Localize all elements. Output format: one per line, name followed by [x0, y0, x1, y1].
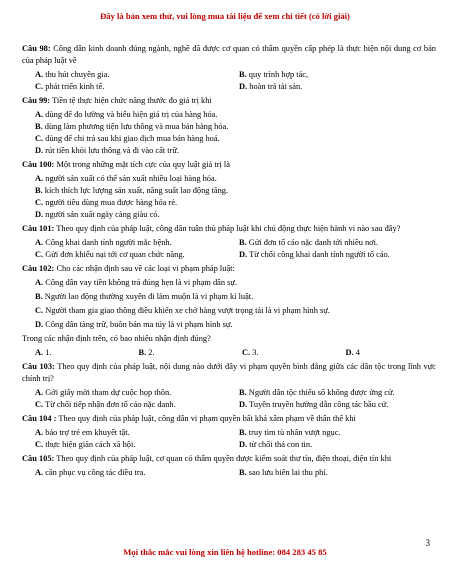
option-text: rút tiền khỏi lưu thông và đi vào cất trữ.: [43, 146, 179, 155]
option-text: thu hút chuyên gia.: [43, 70, 110, 79]
option-text: Tuyên truyền hướng dẫn công tác bầu cử.: [247, 400, 389, 409]
option-b[interactable]: [22, 121, 436, 133]
option-text: cần phục vụ công tác điều tra.: [43, 468, 146, 477]
option-text: 3.: [250, 348, 259, 357]
option-text: dùng để chi trả sau khi giao dịch mua bán hàng hoá.: [43, 134, 220, 143]
option-a[interactable]: [22, 109, 436, 121]
option-letter: C.: [35, 250, 44, 259]
option-letter: B.: [239, 388, 247, 397]
option-text: quy trình hợp tác,: [246, 70, 309, 79]
option-letter: A.: [35, 348, 44, 357]
option-letter: C.: [35, 134, 44, 143]
option-text: Gửi đơn tố cáo nặc danh tới nhiều nơi.: [246, 238, 379, 247]
options-101: [22, 237, 436, 261]
statement-text: Công dân vay tiền không trả đúng hẹn là vi phạm dân sự.: [43, 278, 238, 287]
question-label: Câu 99:: [22, 96, 51, 105]
option-letter: A.: [35, 468, 44, 477]
option-letter: C.: [35, 82, 44, 91]
option-text: hoàn trả tài sản.: [247, 82, 303, 91]
statement-letter: A.: [35, 278, 44, 287]
question-text: Theo quy định của pháp luật, cơ quan có thẩm quyền được kiểm soát thư tín, điện thoại, điện tín khi: [54, 454, 392, 463]
option-a[interactable]: [22, 467, 229, 479]
question-104: [22, 413, 436, 425]
options-105: [22, 467, 436, 479]
option-text: Gới giấy mời tham dự cuộc họp thôn.: [43, 388, 172, 397]
option-text: 4: [353, 348, 360, 357]
question-text: Một trong những mặt tích cực của quy luật giá trị là: [54, 160, 230, 169]
option-d[interactable]: [22, 145, 436, 157]
option-d[interactable]: [229, 81, 436, 93]
option-letter: D.: [239, 400, 248, 409]
option-b[interactable]: [229, 467, 436, 479]
statement-letter: C.: [35, 306, 44, 315]
question-label: Câu 100:: [22, 160, 55, 169]
option-a[interactable]: [22, 69, 229, 81]
page-number: 3: [425, 538, 430, 548]
statement-letter: D.: [35, 320, 44, 329]
option-text: thực hiện giãn cách xã hội.: [43, 440, 136, 449]
options-104: [22, 427, 436, 451]
question-label: Câu 102:: [22, 264, 55, 273]
option-text: người sản xuất ngày càng giàu có.: [43, 210, 160, 219]
option-d[interactable]: [22, 209, 436, 221]
statement-text: Người tham gia giao thông điều khiển xe chở hàng vượt trọng tải là vi phạm hình sự.: [43, 306, 330, 315]
option-b[interactable]: [229, 69, 436, 81]
option-text: Người dân tộc thiểu số không được ứng cử.: [246, 388, 395, 397]
question-text: Theo quy định của pháp luật, công dân vi phạm quyền bất khả xâm phạm về thân thể khi: [56, 414, 356, 423]
option-b[interactable]: [229, 237, 436, 249]
question-prompt: Trong các nhận định trên, có bao nhiêu nhận định đúng?: [22, 334, 211, 343]
option-letter: C.: [35, 198, 44, 207]
option-text: dùng để đo lường và biểu hiện giá trị của hàng hóa.: [43, 110, 218, 119]
preview-banner: Đây là bản xem thử, vui lòng mua tài liệu để xem chi tiết (có lời giải): [100, 11, 350, 21]
question-list: [22, 43, 436, 481]
option-a[interactable]: [22, 387, 229, 399]
option-text: sao lưu biên lai thu phí.: [246, 468, 328, 477]
question-text: Cho các nhận định sau về các loại vi phạm pháp luật:: [54, 264, 235, 273]
question-98: [22, 43, 436, 67]
question-label: Câu 104 :: [22, 414, 57, 423]
option-c[interactable]: [22, 81, 229, 93]
option-text: dùng làm phương tiện lưu thông và mua bán hàng hóa.: [42, 122, 229, 131]
option-b[interactable]: [22, 185, 436, 197]
question-label: Câu 105:: [22, 454, 55, 463]
option-c[interactable]: [22, 439, 229, 451]
option-text: Gửi đơn khiếu nại tới cơ quan chức năng.: [43, 250, 185, 259]
option-letter: B.: [239, 70, 247, 79]
options-103: [22, 387, 436, 411]
option-letter: B.: [239, 468, 247, 477]
question-103: [22, 361, 436, 385]
option-letter: B.: [239, 238, 247, 247]
option-d[interactable]: [229, 249, 436, 261]
option-c[interactable]: [22, 399, 229, 411]
option-a[interactable]: [22, 347, 126, 359]
options-102: [22, 347, 436, 359]
options-99: [22, 109, 436, 157]
statement-text: Công dân tàng trữ, buôn bán ma túy là vi phạm hình sự.: [43, 320, 233, 329]
question-100: [22, 159, 436, 171]
option-d[interactable]: [229, 439, 436, 451]
statement-d: [22, 319, 436, 331]
option-text: từ chối thả con tin.: [247, 440, 313, 449]
option-d[interactable]: [333, 347, 437, 359]
question-101: [22, 223, 436, 235]
option-text: 2.: [146, 348, 155, 357]
question-label: Câu 98:: [22, 44, 51, 53]
option-c[interactable]: [22, 133, 436, 145]
option-text: phát triển kinh tế.: [43, 82, 105, 91]
option-letter: B.: [35, 186, 43, 195]
option-d[interactable]: [229, 399, 436, 411]
statement-text: Người lao động thường xuyên đi làm muộn là vi phạm kỉ luật.: [42, 292, 254, 301]
option-letter: D.: [239, 440, 248, 449]
hotline-footer: Mọi thắc mắc vui lòng xin liên hệ hotline: 084 283 45 85: [123, 547, 327, 557]
option-letter: C.: [35, 440, 44, 449]
option-text: người tiêu dùng mua được hàng hóa rẻ.: [43, 198, 178, 207]
question-text: Theo quy định của pháp luật, công dân tuân thủ pháp luật khi chủ động thực hiện hành vi nào sau đây?: [54, 224, 401, 233]
option-a[interactable]: [22, 237, 229, 249]
option-letter: D.: [239, 82, 248, 91]
option-text: truy tìm tù nhân vượt ngục.: [246, 428, 341, 437]
options-98: [22, 69, 436, 93]
option-letter: D.: [239, 250, 248, 259]
option-letter: B.: [35, 122, 43, 131]
question-text: Theo quy định của pháp luật, nội dung nào dưới đây vi phạm quyền bình đẳng giữa các dân tộc trong lĩnh vực chính trị?: [22, 362, 436, 383]
option-b[interactable]: [126, 347, 230, 359]
option-letter: D.: [35, 146, 44, 155]
question-text: Công dân kinh doanh đúng ngành, nghề đã được cơ quan có thẩm quyền cấp phép là thực hiện nội dung cơ bản của pháp luật về: [22, 44, 436, 65]
statement-a: [22, 277, 436, 289]
option-a[interactable]: [22, 427, 229, 439]
statement-c: [22, 305, 436, 317]
option-text: Từ chối công khai danh tính người tố cáo.: [247, 250, 390, 259]
option-c[interactable]: [22, 197, 436, 209]
statement-b: [22, 291, 436, 303]
question-label: Câu 101:: [22, 224, 55, 233]
option-text: Công khai danh tính người mắc bệnh.: [43, 238, 172, 247]
option-letter: A.: [35, 70, 44, 79]
option-letter: A.: [35, 428, 44, 437]
option-letter: C.: [35, 400, 44, 409]
option-b[interactable]: [229, 387, 436, 399]
option-c[interactable]: [229, 347, 333, 359]
option-letter: D.: [35, 210, 44, 219]
option-letter: B.: [239, 428, 247, 437]
question-102: [22, 263, 436, 275]
option-letter: A.: [35, 388, 44, 397]
options-100: [22, 173, 436, 221]
option-letter: A.: [35, 238, 44, 247]
question-105: [22, 453, 436, 465]
option-letter: D.: [345, 348, 354, 357]
question-text: Tiền tệ thực hiện chức năng thước đo giá trị khi: [50, 96, 212, 105]
option-text: Từ chối tiếp nhận đơn tố cáo nặc danh.: [43, 400, 176, 409]
option-letter: A.: [35, 174, 44, 183]
option-a[interactable]: [22, 173, 436, 185]
option-b[interactable]: [229, 427, 436, 439]
option-letter: A.: [35, 110, 44, 119]
option-text: người sản xuất có thể sản xuất nhiều loại hàng hóa.: [43, 174, 217, 183]
option-c[interactable]: [22, 249, 229, 261]
option-letter: C.: [242, 348, 251, 357]
statement-letter: B.: [35, 292, 43, 301]
option-text: 1.: [43, 348, 52, 357]
option-text: kích thích lực lượng sản xuất, năng suất lao động tăng.: [42, 186, 229, 195]
question-99: [22, 95, 436, 107]
option-text: bảo trợ trẻ em khuyết tật.: [43, 428, 130, 437]
question-label: Câu 103:: [22, 362, 55, 371]
option-letter: B.: [138, 348, 147, 357]
